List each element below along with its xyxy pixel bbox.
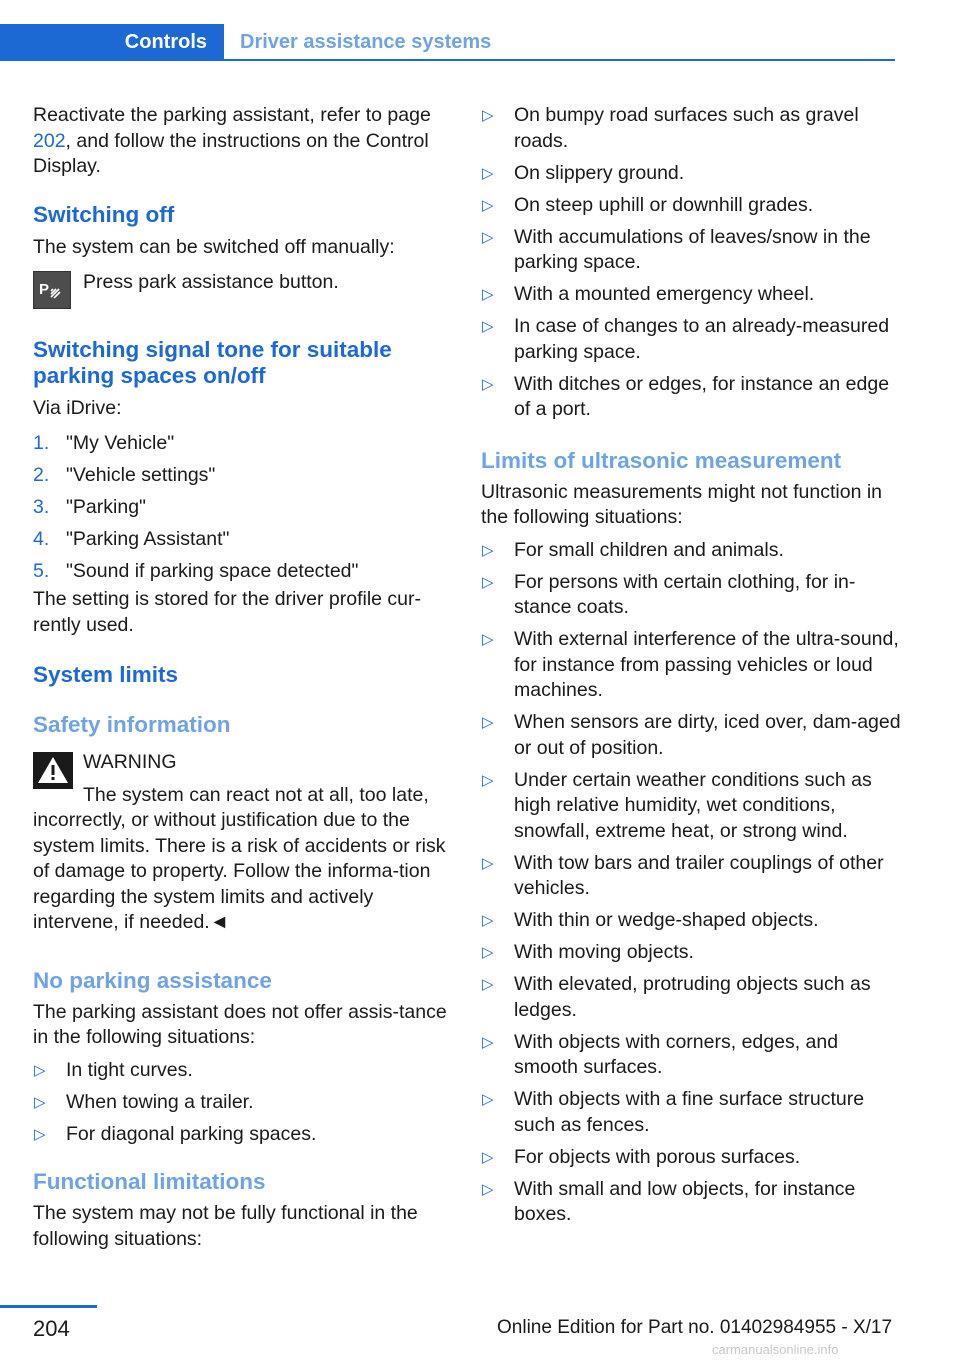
list-item: ▷ On slippery ground. [482, 161, 685, 184]
svg-text:P: P [39, 281, 50, 298]
warning-text: incorrectly, or without justification due to the system limits. There is a risk of accidents or risk of damage to property. Follow the informa‐tion regarding the system limits and actively intervene, if needed.◄ [33, 809, 446, 933]
list-item: ▷ With objects with a fine surface structure such as fences. [482, 1088, 865, 1136]
list-item: ▷ In case of changes to an already-measured parking space. [482, 315, 890, 363]
setting-stored-text: The setting is stored for the driver profile cur‐rently used. [33, 588, 421, 636]
list-item: ▷ With a mounted emergency wheel. [482, 283, 815, 305]
list-item: ▷ In tight curves. [34, 1058, 193, 1081]
warning-triangle-icon [33, 752, 73, 789]
park-assist-button-icon [33, 271, 71, 309]
page-link[interactable]: 202 [33, 129, 66, 152]
list-item: ▷ With ditches or edges, for instance an edge of a port. [482, 372, 890, 420]
functional-text: The system may not be fully functional in the following situations: [33, 1202, 418, 1250]
page-header [0, 24, 895, 62]
list-item: 2. "Vehicle settings" [33, 463, 216, 486]
list-item: ▷ When towing a trailer. [34, 1090, 254, 1113]
list-item: ▷ On bumpy road surfaces such as gravel roads. [482, 104, 859, 152]
list-item: ▷ For objects with porous surfaces. [482, 1145, 801, 1168]
list-item: ▷ With thin or wedge-shaped objects. [482, 909, 819, 931]
signal-tone-steps [33, 431, 448, 585]
list-item: ▷ With elevated, protruding objects such as ledges. [482, 973, 871, 1021]
park-assist-glyph-icon [38, 279, 66, 301]
heading-switching-off: Switching off [33, 201, 175, 227]
list-item: ▷ With accumulations of leaves/snow in the parking space. [482, 225, 871, 273]
list-item: 1. "My Vehicle" [33, 431, 175, 454]
heading-functional-limitations: Functional limitations [33, 1169, 266, 1194]
heading-no-parking-assistance: No parking assistance [33, 967, 272, 993]
list-item: ▷ With tow bars and trailer couplings of other vehicles. [482, 851, 884, 899]
list-item: ▷ For small children and animals. [482, 538, 784, 561]
footer-rule [0, 1305, 97, 1308]
ultrasonic-text: Ultrasonic measurements might not function in the following situations: [481, 480, 883, 528]
list-item: ▷ With small and low objects, for instance boxes. [482, 1177, 856, 1225]
heading-system-limits: System limits [33, 662, 179, 687]
heading-ultrasonic-limits: Limits of ultrasonic measurement [481, 447, 842, 473]
watermark: carmanualsonline.info [712, 1342, 839, 1357]
park-assist-instruction [33, 267, 448, 309]
list-item: ▷ For diagonal parking spaces. [34, 1122, 317, 1145]
heading-signal-tone: Switching signal tone for suitable parking spaces on/off [33, 337, 392, 388]
list-item: 5. "Sound if parking space detected" [33, 559, 359, 582]
park-assist-instruction-text: Press park assistance button. [83, 271, 339, 293]
list-item: 3. "Parking" [33, 495, 146, 518]
via-idrive-text: Via iDrive: [33, 397, 122, 419]
list-item: ▷ With external interference of the ultra‐sound, for instance from passing vehicles or loud machines. [482, 628, 899, 701]
functional-limitations-list [481, 103, 901, 423]
list-item: ▷ With moving objects. [482, 941, 694, 963]
no-parking-list [33, 1058, 448, 1148]
header-rule [224, 59, 895, 61]
no-parking-text: The parking assistant does not offer assis‐tance in the following situations: [33, 1000, 447, 1048]
right-column [481, 103, 901, 1234]
ultrasonic-list [481, 538, 901, 1228]
list-item: ▷ With objects with corners, edges, and smooth surfaces. [482, 1030, 839, 1078]
intro-paragraph: Reactivate the parking assistant, refer to page 202, and follow the instructions on the Control Display. [33, 104, 431, 177]
list-item: ▷ When sensors are dirty, iced over, dam‐aged or out of position. [482, 711, 901, 759]
warning-block [33, 750, 448, 936]
tab-driver-assistance[interactable]: Driver assistance systems [240, 31, 492, 53]
heading-safety-information: Safety information [33, 712, 231, 737]
edition-text: Online Edition for Part no. 01402984955 - X/17 [497, 1317, 893, 1338]
tab-controls[interactable]: Controls [0, 24, 224, 61]
warning-title: WARNING [83, 751, 177, 773]
list-item: ▷ Under certain weather conditions such as high relative humidity, wet conditions, snowfall, extreme heat, or strong wind. [482, 768, 872, 842]
list-item: 4. "Parking Assistant" [33, 527, 230, 550]
page-number: 204 [33, 1316, 70, 1341]
list-item: ▷ For persons with certain clothing, for in‐stance coats. [482, 570, 856, 618]
warning-first-line: The system can react not at all, too late, [83, 783, 429, 806]
switching-off-text: The system can be switched off manually: [33, 235, 395, 258]
left-column [33, 103, 448, 1252]
list-item: ▷ On steep uphill or downhill grades. [482, 193, 814, 216]
